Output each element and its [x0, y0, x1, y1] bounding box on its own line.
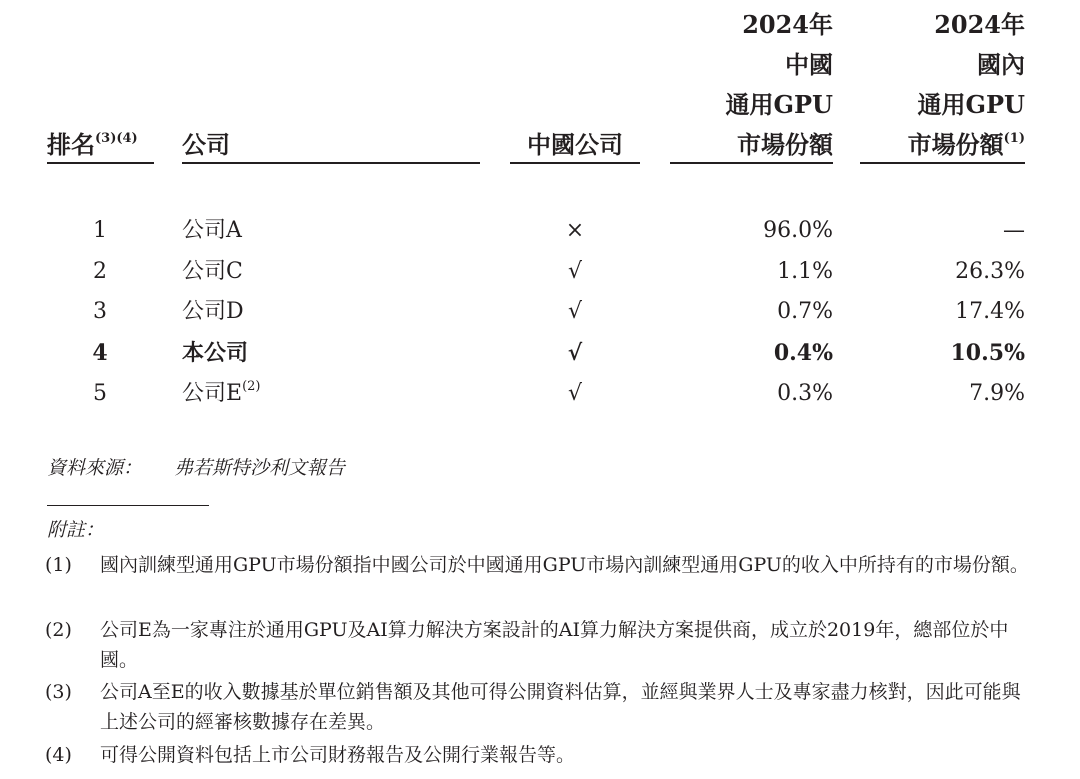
note-number: (4)	[45, 744, 72, 766]
table-row	[0, 292, 1080, 332]
cell-cn-share: 96.0%	[763, 218, 833, 243]
header-china-company: 中國公司	[527, 130, 623, 159]
note-text: 公司E為一家專注於通用GPU及AI算力解決方案設計的AI算力解決方案提供商，成立於2019年，總部位於中國。	[100, 619, 1009, 671]
cell-rank: 5	[93, 381, 107, 406]
cell-china: √	[567, 259, 583, 284]
cell-domestic-share: —	[1003, 218, 1025, 243]
source-label: 資料來源：	[47, 457, 143, 479]
header-domestic-share-line3: 通用GPU	[917, 90, 1025, 119]
cell-domestic-share: 17.4%	[955, 299, 1025, 324]
cell-china: √	[567, 340, 583, 366]
header-rank-sup: (3)(4)	[95, 131, 138, 146]
header-domestic-share-line1: 2024年	[934, 10, 1025, 39]
source-value: 弗若斯特沙利文報告	[174, 457, 346, 479]
header-company: 公司	[182, 130, 230, 159]
cell-company-name: 公司D	[182, 299, 244, 324]
cell-domestic-share: 7.9%	[969, 381, 1025, 406]
header-rule-company	[182, 162, 480, 164]
cell-company-name: 公司A	[182, 218, 242, 243]
note-text: 公司A至E的收入數據基於單位銷售額及其他可得公開資料估算，並經與業界人士及專家盡力核對，因此可能與上述公司的經審核數據存在差異。	[100, 681, 1021, 733]
header-cn-share-line2: 中國	[785, 50, 833, 79]
cell-china: √	[567, 381, 583, 406]
cell-cn-share: 0.4%	[773, 340, 833, 366]
note-text: 可得公開資料包括上市公司財務報告及公開行業報告等。	[100, 744, 576, 766]
note-text: 國內訓練型通用GPU市場份額指中國公司於中國通用GPU市場內訓練型通用GPU的收入中所持有的市場份額。	[100, 554, 1029, 576]
cell-rank: 3	[93, 299, 107, 324]
cell-company	[182, 252, 243, 292]
cell-company-name: 公司C	[182, 259, 243, 284]
cell-company	[182, 333, 248, 373]
header-domestic-share-line4-wrap	[860, 125, 1025, 165]
cell-domestic-share: 26.3%	[955, 259, 1025, 284]
cell-company	[182, 374, 260, 414]
table-row	[0, 211, 1080, 251]
table-row	[0, 374, 1080, 414]
header-rule-cn-share	[670, 162, 833, 164]
header-rule-china	[510, 162, 640, 164]
note-number: (2)	[45, 619, 72, 641]
header-domestic-share-line4: 市場份額	[907, 130, 1004, 159]
cell-domestic-share: 10.5%	[950, 340, 1025, 366]
cell-company	[182, 292, 244, 332]
source-line	[47, 448, 346, 488]
header-domestic-share-sup: (1)	[1003, 131, 1025, 146]
notes-title: 附註：	[47, 519, 105, 541]
cell-company	[182, 211, 242, 251]
header-cn-share	[670, 5, 833, 165]
cell-cn-share: 1.1%	[777, 259, 833, 284]
header-rank	[47, 125, 138, 165]
header-rule-domestic-share	[860, 162, 1025, 164]
header-cn-share-line3: 通用GPU	[725, 90, 833, 119]
header-cn-share-line1: 2024年	[742, 10, 833, 39]
cell-company-name: 公司E	[182, 381, 243, 406]
note-number: (1)	[45, 554, 72, 576]
cell-company-sup: (2)	[242, 378, 261, 394]
cell-rank: 1	[93, 218, 107, 243]
header-rule-rank	[47, 162, 154, 164]
cell-cn-share: 0.3%	[777, 381, 833, 406]
header-domestic-share	[860, 5, 1025, 165]
table-row-highlight	[0, 333, 1080, 373]
cell-rank: 2	[93, 259, 107, 284]
header-cn-share-line4: 市場份額	[737, 130, 833, 159]
table-row	[0, 252, 1080, 292]
notes-divider	[47, 505, 209, 506]
cell-cn-share: 0.7%	[777, 299, 833, 324]
cell-china: ×	[565, 218, 585, 243]
header-rank-label: 排名	[47, 130, 95, 159]
cell-company-name: 本公司	[182, 340, 249, 366]
note-number: (3)	[45, 681, 72, 703]
cell-rank: 4	[92, 340, 108, 366]
cell-china: √	[567, 299, 583, 324]
header-domestic-share-line2: 國內	[977, 50, 1025, 79]
